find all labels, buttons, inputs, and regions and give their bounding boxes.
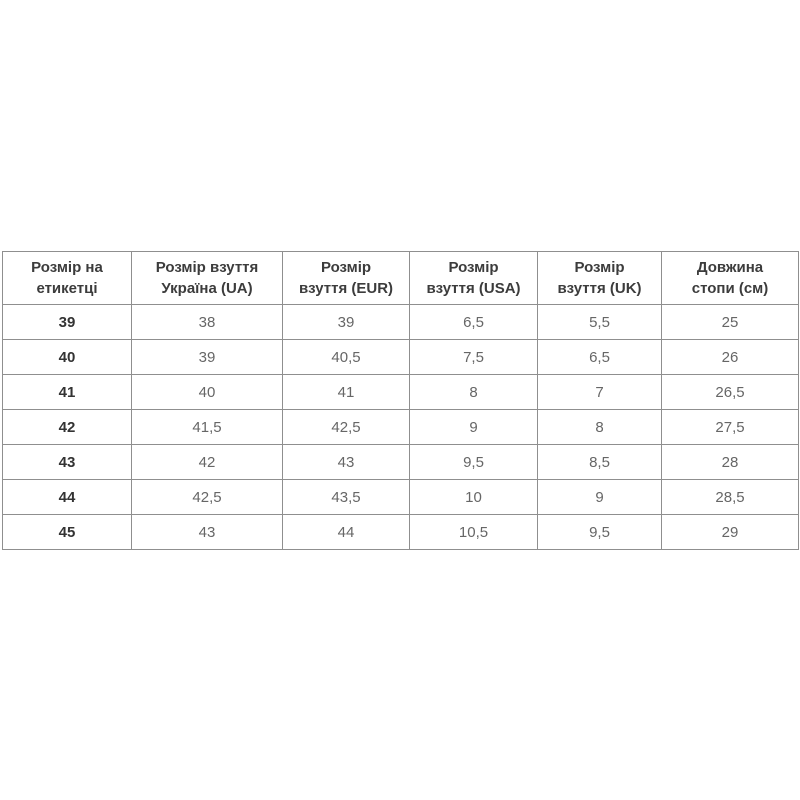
header-line: Довжина xyxy=(696,259,764,276)
cell-uk-size: 5,5 xyxy=(538,305,662,340)
header-row xyxy=(3,252,799,305)
cell-usa-size: 6,5 xyxy=(410,305,538,340)
header-line: Розмір xyxy=(448,259,499,276)
table-row xyxy=(3,305,799,340)
cell-foot-length: 29 xyxy=(662,515,799,550)
cell-uk-size: 6,5 xyxy=(538,340,662,375)
cell-ua-size: 40 xyxy=(132,375,283,410)
cell-label-size: 41 xyxy=(3,375,132,410)
cell-ua-size: 41,5 xyxy=(132,410,283,445)
cell-usa-size: 10,5 xyxy=(410,515,538,550)
table-row xyxy=(3,480,799,515)
column-header-label-size xyxy=(3,252,132,305)
header-line: етикетці xyxy=(36,280,98,297)
shoe-size-conversion-table xyxy=(2,251,799,550)
cell-foot-length: 26 xyxy=(662,340,799,375)
table-row xyxy=(3,445,799,480)
cell-label-size: 39 xyxy=(3,305,132,340)
cell-label-size: 44 xyxy=(3,480,132,515)
column-header-foot-length xyxy=(662,252,799,305)
cell-label-size: 45 xyxy=(3,515,132,550)
cell-eur-size: 42,5 xyxy=(283,410,410,445)
table-row xyxy=(3,515,799,550)
header-line: Україна (UA) xyxy=(161,280,253,297)
cell-ua-size: 39 xyxy=(132,340,283,375)
cell-label-size: 42 xyxy=(3,410,132,445)
cell-ua-size: 42 xyxy=(132,445,283,480)
cell-label-size: 40 xyxy=(3,340,132,375)
cell-label-size: 43 xyxy=(3,445,132,480)
cell-ua-size: 38 xyxy=(132,305,283,340)
cell-eur-size: 43 xyxy=(283,445,410,480)
cell-uk-size: 8,5 xyxy=(538,445,662,480)
cell-foot-length: 27,5 xyxy=(662,410,799,445)
header-line: взуття (UK) xyxy=(557,280,642,297)
cell-foot-length: 28,5 xyxy=(662,480,799,515)
cell-eur-size: 39 xyxy=(283,305,410,340)
header-line: стопи (см) xyxy=(691,280,769,297)
cell-ua-size: 42,5 xyxy=(132,480,283,515)
cell-usa-size: 7,5 xyxy=(410,340,538,375)
table-row xyxy=(3,340,799,375)
cell-usa-size: 9 xyxy=(410,410,538,445)
cell-foot-length: 26,5 xyxy=(662,375,799,410)
cell-uk-size: 7 xyxy=(538,375,662,410)
header-line: Розмір xyxy=(574,259,625,276)
cell-ua-size: 43 xyxy=(132,515,283,550)
cell-usa-size: 9,5 xyxy=(410,445,538,480)
cell-eur-size: 44 xyxy=(283,515,410,550)
table-row xyxy=(3,410,799,445)
column-header-ua-size xyxy=(132,252,283,305)
cell-eur-size: 41 xyxy=(283,375,410,410)
cell-eur-size: 43,5 xyxy=(283,480,410,515)
header-line: Розмір xyxy=(320,259,372,276)
header-line: взуття (USA) xyxy=(426,280,521,297)
column-header-uk-size xyxy=(538,252,662,305)
cell-foot-length: 25 xyxy=(662,305,799,340)
header-line: Розмір взуття xyxy=(155,259,259,276)
cell-uk-size: 9 xyxy=(538,480,662,515)
cell-eur-size: 40,5 xyxy=(283,340,410,375)
cell-usa-size: 10 xyxy=(410,480,538,515)
table-row xyxy=(3,375,799,410)
column-header-eur-size xyxy=(283,252,410,305)
cell-uk-size: 8 xyxy=(538,410,662,445)
cell-foot-length: 28 xyxy=(662,445,799,480)
cell-usa-size: 8 xyxy=(410,375,538,410)
header-line: взуття (EUR) xyxy=(298,280,394,297)
header-line: Розмір на xyxy=(31,259,103,276)
column-header-usa-size xyxy=(410,252,538,305)
cell-uk-size: 9,5 xyxy=(538,515,662,550)
